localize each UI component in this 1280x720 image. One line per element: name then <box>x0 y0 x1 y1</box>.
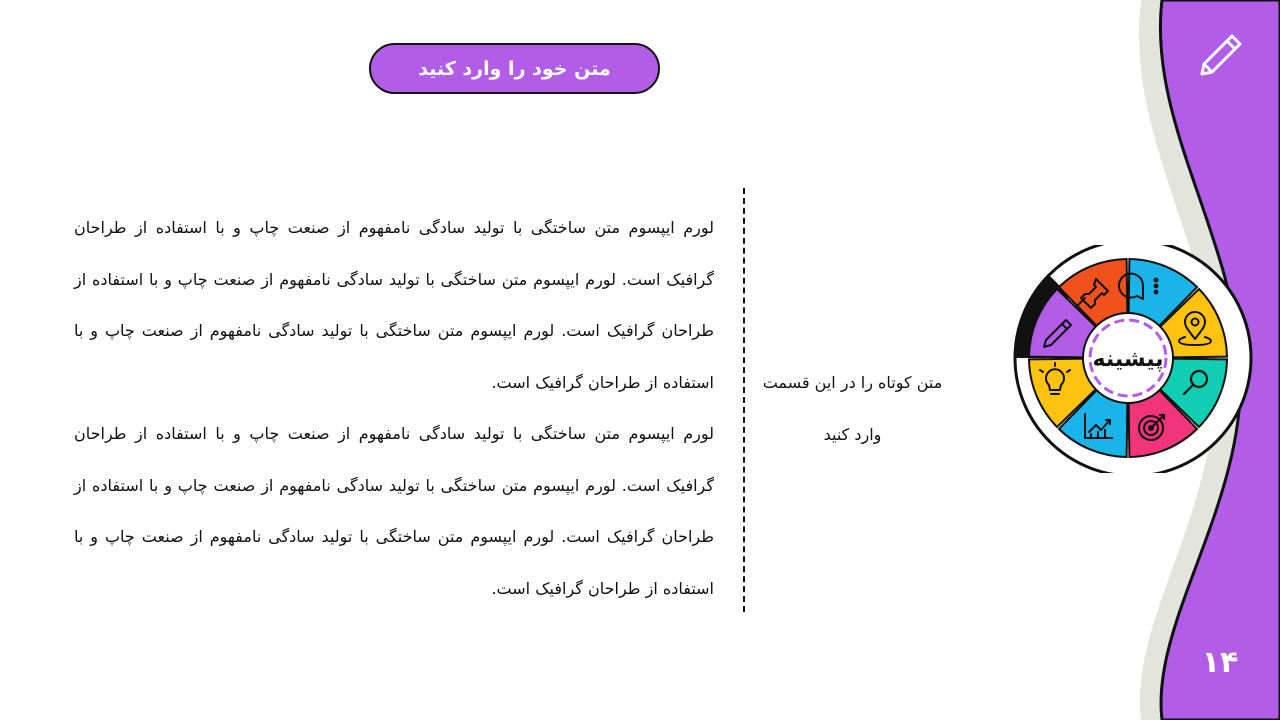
wheel-center-label: پیشینه <box>1092 346 1164 372</box>
body-text <box>74 202 714 614</box>
title-pill <box>369 43 660 94</box>
pencil-icon-corner <box>1196 30 1248 82</box>
short-text: متن کوتاه را در این قسمت وارد کنید <box>762 373 943 444</box>
paragraph-2: لورم ایپسوم متن ساختگی با تولید سادگی نامفهوم از صنعت چاپ و با استفاده از طراحان گرافیک است. لورم ایپسوم متن ساختگی با تولید سادگی نامفهوم از صنعت چاپ و با استفاده از طراحان گرافیک است. لورم ایپسوم متن ساختگی با تولید سادگی نامفهوم از صنعت چاپ و با استفاده از طراحان گرافیک است. <box>74 424 714 598</box>
dashed-divider <box>743 188 745 612</box>
title-text: متن خود را وارد کنید <box>418 57 611 80</box>
page-number: ۱۴ <box>1201 645 1239 680</box>
paragraph-1: لورم ایپسوم متن ساختگی با تولید سادگی نامفهوم از صنعت چاپ و با استفاده از طراحان گرافیک است. لورم ایپسوم متن ساختگی با تولید سادگی نامفهوم از صنعت چاپ و با استفاده از طراحان گرافیک است. لورم ایپسوم متن ساختگی با تولید سادگی نامفهوم از صنعت چاپ و با استفاده از طراحان گرافیک است. <box>74 218 714 392</box>
